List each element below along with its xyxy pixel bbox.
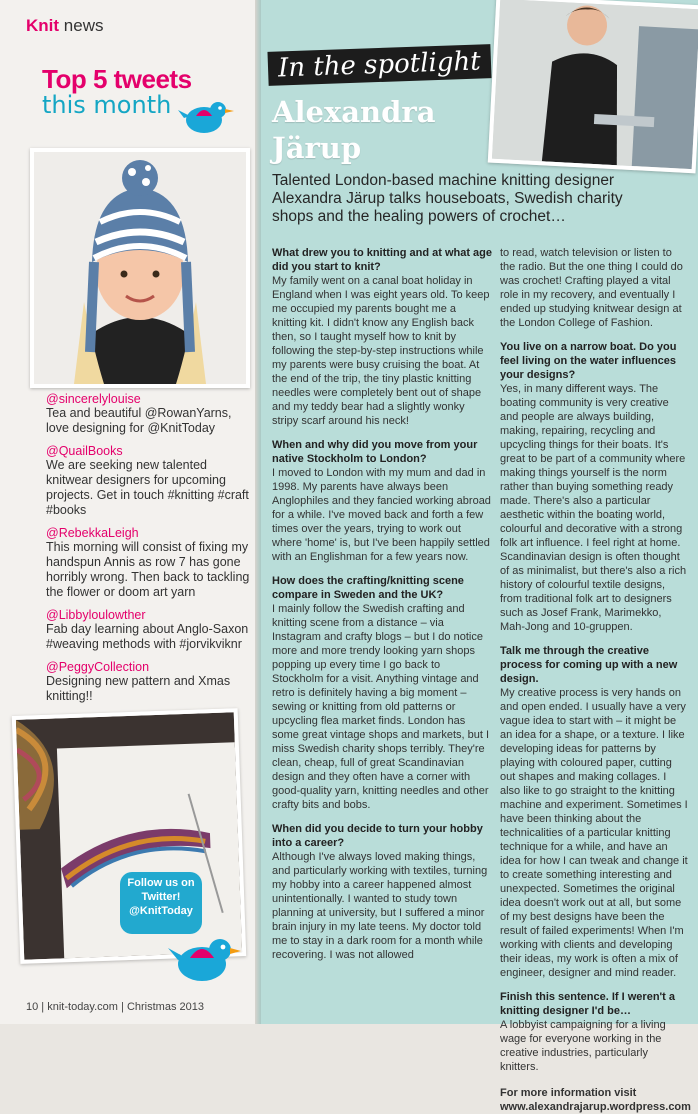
- answer: I moved to London with my mum and dad in 1998. My parents have always been Anglophiles and they fancied working abroad for a while. I've moved back and forth a few times over the years, trying to work out where 'home' is, but I've been happily settled with an Englishman for a few years now.: [272, 467, 491, 563]
- question: How does the crafting/knitting scene compare in Sweden and the UK?: [272, 575, 464, 601]
- answer: My creative process is very hands on and open ended. I usually have a very vague idea to start with – it might be an idea for a shape, or a texture. I like developing ideas for patterns by playing with coloured paper, cutting out shapes and making collages. I also like to go straight to the knitting machine and experiment. Sometimes I have been thinking about the technicalities of a particular knitting technique for a while, and have an idea for how I can tweak and change it to create something interesting and unexpected. Sometimes the original idea doesn't work out at all, but some of my best designs have been the result of failed experiments! When I'm working with clients and developing their ideas, my work is often a mix of engineer, designer and mind reader.: [500, 687, 688, 979]
- tweet-text: We are seeking new talented knitwear designers for upcoming projects. Get in touch #knitting #craft #books: [46, 458, 249, 517]
- page-footer: 10 | knit-today.com | Christmas 2013: [26, 1001, 204, 1013]
- designer-photo: [488, 0, 698, 173]
- tweet-list: [46, 392, 251, 712]
- tweet-item: [46, 392, 251, 436]
- tweets-title: [42, 64, 192, 119]
- tweet-text: Tea and beautiful @RowanYarns, love designing for @KnitToday: [46, 406, 232, 435]
- article-column-1: [272, 246, 492, 962]
- article-column-2: [500, 246, 691, 1114]
- question: When did you decide to turn your hobby into a career?: [272, 823, 483, 849]
- brand: Knit: [26, 16, 60, 35]
- tweet-handle[interactable]: @sincerelylouise: [46, 392, 141, 406]
- twitter-bird-icon: [178, 96, 238, 138]
- issue-label: Christmas 2013: [126, 1001, 204, 1013]
- title-line2: Järup: [272, 131, 362, 165]
- answer: Although I've always loved making things, and particularly working with textiles, turning my hobby into a career happened almost unintentionally. I wanted to study town planning at university, but I suffered a minor brain injury in my late teens. My doctor told me to stay in a dark room for a month while recovering. I was not allowed: [272, 851, 488, 961]
- page-number: 10: [26, 1001, 39, 1013]
- tweet-handle[interactable]: @Libbyloulowther: [46, 608, 146, 622]
- tweet-text: This morning will consist of fixing my handspun Annis as row 7 has gone horribly wrong. Then back to tackling the flower or doom art yarn: [46, 540, 250, 599]
- tweet-handle[interactable]: @QuailBooks: [46, 444, 123, 458]
- tweet-text: Designing new pattern and Xmas knitting!!: [46, 674, 231, 703]
- page-gutter: [255, 0, 261, 1024]
- kicker-banner: In the spotlight: [267, 44, 491, 86]
- tweet-handle[interactable]: @PeggyCollection: [46, 660, 150, 674]
- tweet-item: [46, 444, 251, 518]
- article-title: [272, 94, 435, 166]
- question: What drew you to knitting and at what age did you start to knit?: [272, 247, 493, 273]
- answer: I mainly follow the Swedish crafting and knitting scene from a distance – via Instagram and crafty blogs – but I do notice more and more trendy looking yarn shops popping up every time I go back to Stockholm for a visit. Anything vintage and retro is definitely having a big moment – sewing or knitting from old patterns or upcycling flea market finds. London has some great vintage shops and markets, but I miss Swedish charity shops terribly. They're clean, cheap, full of great Scandinavian design and they often have a corner with good-quality yarn, knitting needles and other crafty bits and bobs.: [272, 603, 490, 811]
- question: Finish this sentence. If I weren't a knitting designer I'd be…: [500, 991, 675, 1017]
- answer: Yes, in many different ways. The boating community is very creative and people are always building, making, repairing, recycling and upcycling things for their boats. It's great to be part of a community where making things yourself is the norm rather than buying something ready made. There's also a particular aesthetic within the boating world, colourful and decorative with a strong folk art influence. I feel right at home. Scandinavian design is often thought of as minimalist, but there's also a rich history of colourful textile designs, from traditional folk art to designers such as Josef Frank, Marimekko, Mah-Jong and 10-gruppen.: [500, 383, 687, 633]
- designer-illustration: [492, 0, 698, 169]
- tweet-handle[interactable]: @RebekkaLeigh: [46, 526, 139, 540]
- question: Talk me through the creative process for coming up with a new design.: [500, 645, 678, 685]
- child-hat-photo: [30, 148, 250, 388]
- more-info-link[interactable]: www.alexandrajarup.wordpress.com: [500, 1101, 691, 1113]
- child-illustration: [34, 152, 246, 384]
- tweet-item: [46, 608, 251, 652]
- section-header: [26, 16, 103, 36]
- answer: A lobbyist campaigning for a living wage for everyone working in the creative industries, particularly knitters.: [500, 1019, 666, 1073]
- answer: My family went on a canal boat holiday in England when I was eight years old. To keep me occupied my parents bought me a knitting kit. I didn't know any English back then, so I taught myself how to knit by following the step-by-step instructions while my parents were busy cruising the boat. At the end of the trip, the tiny plastic knitting needles were completely bent out of shape and my teddy bear had a slightly wonky stripy scarf around his neck!: [272, 275, 490, 427]
- title-line1: Alexandra: [272, 95, 436, 129]
- tweets-title-line1: Top 5 tweets: [42, 64, 192, 94]
- tweet-text: Fab day learning about Anglo-Saxon #weaving methods with #jorvikviknr: [46, 622, 249, 651]
- more-info-label: For more information visit: [500, 1087, 637, 1099]
- twitter-bird-icon: [168, 930, 242, 988]
- question: When and why did you move from your native Stockholm to London?: [272, 439, 478, 465]
- site-url[interactable]: knit-today.com: [47, 1001, 118, 1013]
- answer-continued: to read, watch television or listen to the radio. But the one thing I could do was crochet! Crafting played a vital role in my recovery, and eventually I ended up studying knitwear design at the London College of Fashion.: [500, 247, 683, 329]
- question: You live on a narrow boat. Do you feel living on the water influences your designs?: [500, 341, 677, 381]
- section-label: news: [63, 16, 104, 35]
- follow-us-badge[interactable]: Follow us on Twitter! @KnitToday: [120, 872, 202, 934]
- tweet-item: [46, 526, 251, 600]
- tweet-item: [46, 660, 251, 704]
- tweets-title-line2: this month: [42, 91, 172, 119]
- standfirst: Talented London-based machine knitting designer Alexandra Järup talks houseboats, Swedish charity shops and the healing powers of crochet…: [272, 172, 623, 225]
